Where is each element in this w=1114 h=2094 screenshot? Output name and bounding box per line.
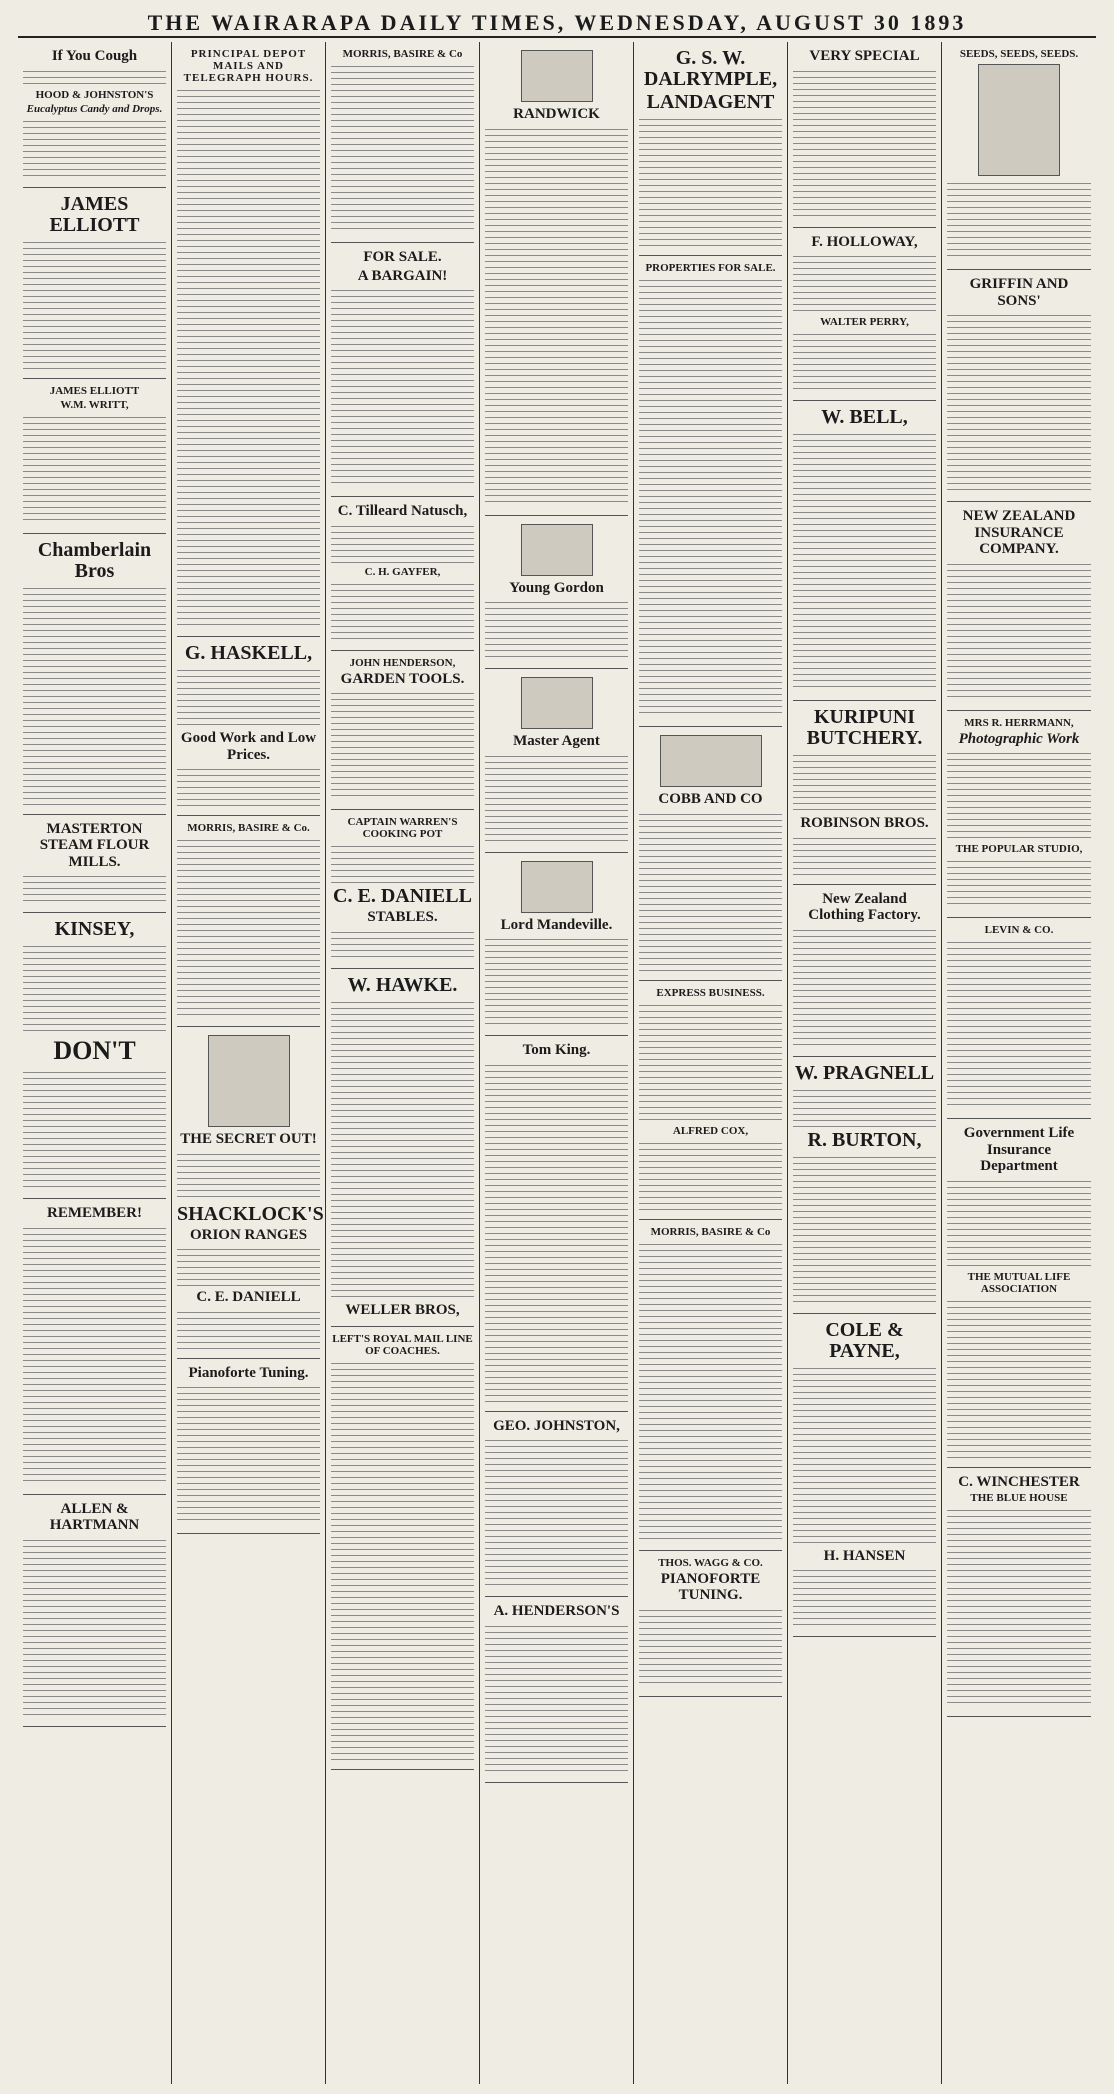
text-block [947,750,1091,840]
ad-heading: ROBINSON BROS. [800,815,929,831]
ad-heading: If You Cough [51,48,138,64]
text-block [331,999,474,1299]
text-block [947,858,1091,908]
ad-kuripuni [793,701,936,885]
text-block [793,431,936,691]
ad-subheading: GARDEN TOOLS. [340,670,465,687]
text-block [639,811,782,971]
ad-heading: Master Agent [513,733,600,749]
ad-heading: WELLER BROS, [345,1301,460,1318]
column-2 [172,42,326,2084]
text-block [177,1384,320,1524]
text-block [947,180,1091,260]
ad-pragnell [793,1057,936,1314]
text-block [793,752,936,812]
ad-heading: R. BURTON, [807,1128,922,1151]
text-block [639,1140,782,1210]
ad-heading: COBB AND CO [658,791,763,807]
text-block [331,843,474,883]
ad-cooking-pot [331,810,474,969]
ad-randwick [485,42,628,516]
column-3 [326,42,480,2084]
ad-heading: W. BELL, [821,406,908,428]
ad-heading: KINSEY, [54,918,135,940]
text-block [177,766,320,806]
cauliflower-illustration [978,64,1060,176]
ad-heading: C. WINCHESTER [958,1473,1080,1490]
ad-chamberlain [23,534,166,815]
ad-heading: C. E. DANIELL [196,1289,301,1305]
ad-heading: G. S. W. DALRYMPLE, [643,47,778,90]
ad-heading: Tom King. [522,1042,591,1058]
ad-subheading: STABLES. [367,909,438,925]
ad-heading: HOOD & JOHNSTON'S [35,88,154,101]
ad-heading: KURIPUNI BUTCHERY. [806,706,923,749]
text-block [331,929,474,959]
horse-illustration [521,677,593,729]
ad-heading: MORRIS, BASIRE & Co [650,1225,771,1238]
text-block [23,943,166,1033]
ad-heading: C. H. GAYFER, [364,565,441,578]
ad-kinsey [23,913,166,1199]
text-block [947,1507,1091,1707]
text-block [177,1151,320,1201]
ad-heading: FOR SALE. [363,249,442,265]
text-block [793,835,936,875]
text-block [177,667,320,727]
column-1 [18,42,172,2084]
ad-heading: COLE & PAYNE, [825,1318,904,1362]
ad-heading: PROPERTIES FOR SALE. [645,262,776,274]
text-block [485,1062,628,1402]
text-block [331,287,474,487]
ad-heading: Lord Mandeville. [500,916,613,933]
text-block [793,1087,936,1127]
column-7 [942,42,1096,2084]
ad-heading: SHACKLOCK'S [177,1202,324,1225]
ad-morris-basire-2 [639,1220,782,1551]
text-block [23,1069,166,1189]
ad-heading: H. HANSEN [823,1547,906,1564]
ad-henderson [331,651,474,811]
text-block [23,68,166,86]
ad-tuning [177,1359,320,1535]
ad-morris [177,816,320,1027]
ad-very-special [793,42,936,228]
text-block [639,1607,782,1687]
ad-mandeville [485,853,628,1037]
text-block [331,523,474,563]
ad-subheading: Photographic Work [958,730,1080,747]
text-block [485,126,628,506]
text-block [793,68,936,218]
ad-heading: Young Gordon [509,579,604,596]
ad-elliott-2 [23,379,166,534]
text-block [23,118,166,178]
text-block [793,331,936,391]
ad-heading: JAMES ELLIOTT [49,192,140,236]
ad-heading: CAPTAIN WARREN'S COOKING POT [347,816,458,840]
ad-cole-payne [793,1314,936,1638]
text-block [23,414,166,524]
ad-for-sale [331,243,474,497]
page-title: THE WAIRARAPA DAILY TIMES, WEDNESDAY, AUGUST 30 1893 [147,10,967,35]
text-block [947,1178,1091,1268]
ad-johnston [485,1412,628,1598]
ad-heading: RANDWICK [513,106,600,122]
text-block [23,585,166,805]
ad-clothing-factory [793,885,936,1057]
ad-henderson-rotated [485,1597,628,1783]
text-block [331,581,474,641]
text-block [177,1309,320,1349]
ad-heading: Government Life Insurance Department [963,1125,1075,1174]
text-block [177,87,320,627]
ad-heading: A. HENDERSON'S [493,1603,620,1619]
ad-heading: MASTERTON STEAM FLOUR MILLS. [39,820,150,870]
ad-griffin [947,270,1091,502]
ad-heading: THE MUTUAL LIFE ASSOCIATION [967,1270,1071,1295]
text-block [485,936,628,1026]
ad-subheading: A BARGAIN! [357,267,448,284]
text-block [177,1246,320,1286]
ad-heading: W. HAWKE. [347,973,458,996]
ad-allen [23,1495,166,1727]
ad-heading: LEFT'S ROYAL MAIL LINE OF COACHES. [332,1333,473,1357]
ad-heading: LEVIN & CO. [984,924,1054,936]
ad-heading: THE SECRET OUT! [180,1131,317,1147]
horse-illustration [521,50,593,102]
text-block [485,1437,628,1587]
text-block [331,690,474,800]
ad-subheading: ORION RANGES [189,1226,308,1243]
ad-young-gordon [485,516,628,670]
ad-heading: ALLEN & HARTMANN [49,1500,140,1533]
ad-natusch [331,497,474,651]
ad-tom-king [485,1036,628,1412]
ad-heading: WALTER PERRY, [820,316,909,328]
ad-heading: Chamberlain Bros [37,538,152,582]
column-5 [634,42,788,2084]
text-block [947,312,1091,492]
ad-nz-insurance [947,502,1091,711]
ad-heading: ALFRED COX, [672,1124,749,1137]
text-block [485,753,628,843]
ad-subheading: Eucalyptus Candy and Drops. [26,102,163,115]
column-4 [480,42,634,2084]
columns [18,42,1096,2084]
ad-heading: C. E. DANIELL [333,885,472,907]
text-block [947,1298,1091,1458]
text-block [331,1360,474,1760]
ad-cobb [639,727,782,981]
ad-heading: New Zealand Clothing Factory. [808,890,921,923]
text-block [177,837,320,1017]
ad-heading: MRS R. HERRMANN, [964,716,1074,729]
ad-heading: F. HOLLOWAY, [811,233,918,250]
ad-morris-basire [331,42,474,243]
ad-holloway [793,228,936,402]
ad-seeds [947,42,1091,270]
ad-subheading: PIANOFORTE TUNING. [660,1570,761,1603]
ad-remember [23,1199,166,1495]
ad-heading: PRINCIPAL DEPOT MAILS AND TELEGRAPH HOURS. [183,48,314,84]
ad-herrmann [947,711,1091,919]
ad-government-life [947,1119,1091,1468]
ad-express [639,981,782,1220]
ad-heading: W. PRAGNELL [794,1061,935,1084]
text-block [23,873,166,903]
text-block [793,253,936,313]
ad-elliott [23,188,166,379]
ad-heading: GRIFFIN AND SONS' [969,276,1069,309]
ad-heading: MORRIS, BASIRE & Co [342,48,463,60]
ad-heading: NEW ZEALAND INSURANCE COMPANY. [962,508,1076,557]
column-6 [788,42,942,2084]
ad-levin [947,918,1091,1119]
ad-dalrymple [639,42,782,256]
ad-bell [793,401,936,701]
text-block [639,1002,782,1122]
text-block [485,599,628,659]
text-block [639,116,782,246]
ad-properties [639,256,782,727]
ad-mails [177,42,320,637]
text-block [947,561,1091,701]
text-block [485,1623,628,1773]
text-block [793,1154,936,1304]
text-block [23,239,166,369]
ad-subheading: LANDAGENT [646,91,775,113]
ad-heading: JOHN HENDERSON, [349,656,456,669]
ad-heading: THOS. WAGG & CO. [658,1556,763,1569]
horse-illustration [521,861,593,913]
ad-master-agent [485,669,628,853]
ad-coaches [331,1327,474,1770]
text-block [793,1365,936,1545]
ad-heading: Pianoforte Tuning. [188,1364,309,1381]
ad-heading: C. Tilleard Natusch, [337,503,468,519]
ad-heading: VERY SPECIAL [809,48,920,64]
ad-heading: THE POPULAR STUDIO, [955,843,1083,855]
text-block [793,927,936,1047]
ad-heading: G. HASKELL, [184,642,313,664]
range-illustration [208,1035,290,1127]
ad-secret [177,1027,324,1359]
text-block [639,1241,782,1541]
ad-winchester [947,1468,1091,1718]
masthead [18,8,1096,38]
ad-heading: EXPRESS BUSINESS. [656,986,765,999]
horse-illustration [521,524,593,576]
text-block [23,1537,166,1717]
ad-heading: GEO. JOHNSTON, [493,1417,620,1434]
ad-haskell [177,637,320,816]
text-block [639,277,782,717]
ad-wagg [639,1551,782,1697]
ad-heading: SEEDS, SEEDS, SEEDS. [959,48,1079,60]
text-block [947,939,1091,1109]
ad-subheading: THE BLUE HOUSE [970,1492,1068,1504]
ad-heading: REMEMBER! [47,1205,142,1221]
ad-subheading: Good Work and Low Prices. [180,730,317,763]
ad-heading: W.M. WRITT, [60,398,129,411]
text-block [793,1567,936,1627]
text-block [331,63,474,233]
text-block [23,1225,166,1485]
ad-heading: DON'T [53,1036,136,1065]
ad-heading: JAMES ELLIOTT [49,384,140,397]
ad-cough [23,42,166,188]
ad-flour-mills [23,815,166,914]
ad-heading: MORRIS, BASIRE & Co. [187,822,310,834]
ad-hawke [331,969,474,1328]
coach-illustration [660,735,762,787]
